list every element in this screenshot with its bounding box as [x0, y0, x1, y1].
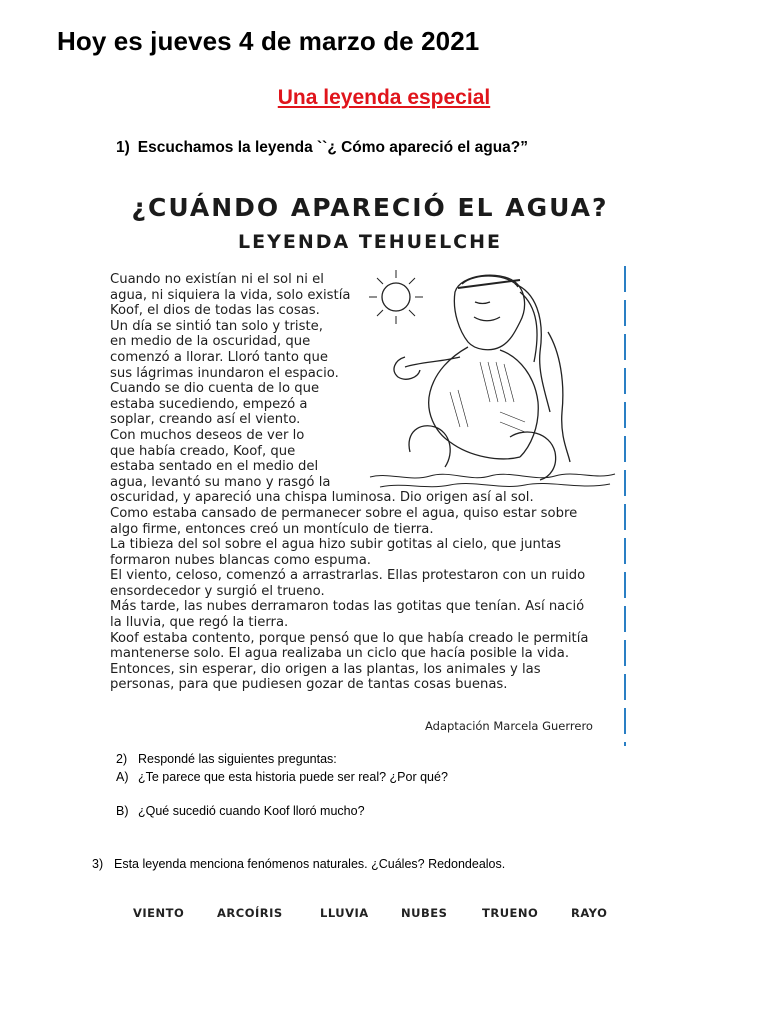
question-2a-label: A) [116, 770, 129, 784]
phenomena-word-list [0, 906, 768, 926]
legend-story-line: mantenerse solo. El agua realizaba un ciclo que hacía posible la vida. [110, 646, 570, 662]
question-3-text: Esta leyenda menciona fenómenos naturales. ¿Cuáles? Redondealos. [114, 857, 506, 871]
question-2-number: 2) [116, 752, 128, 766]
question-1-number: 1) [116, 139, 130, 156]
legend-story-line: que había creado, Koof, que [110, 443, 296, 459]
legend-story-line: La tibieza del sol sobre el agua hizo subir gotitas al cielo, que juntas [110, 537, 562, 553]
subtitle-container [0, 86, 768, 110]
legend-story-line: algo firme, entonces creó un montículo de tierra. [110, 521, 434, 537]
legend-story-line: Koof, el dios de todas las cosas. [110, 303, 320, 319]
question-1 [116, 139, 528, 157]
legend-story-line: soplar, creando así el viento. [110, 412, 301, 428]
legend-story-line: Cuando no existían ni el sol ni el [110, 272, 324, 287]
legend-story-line: en medio de la oscuridad, que [110, 334, 311, 350]
question-2a-text: ¿Te parece que esta historia puede ser real? ¿Por qué? [138, 770, 448, 784]
legend-story-line: Más tarde, las nubes derramaron todas las gotitas que tenían. Así nació [110, 599, 585, 615]
subtitle: Una leyenda especial [277, 86, 491, 109]
legend-story-line: agua, levantó su mano y rasgó la [110, 474, 331, 490]
word-option[interactable]: VIENTO [133, 906, 185, 920]
legend-story-line: Como estaba cansado de permanecer sobre el agua, quiso estar sobre [110, 505, 578, 521]
legend-credit: Adaptación Marcela Guerrero [425, 719, 593, 733]
word-option[interactable]: LLUVIA [320, 906, 369, 920]
legend-story-line: ensordecedor y surgió el trueno. [110, 583, 325, 599]
question-3-number: 3) [92, 857, 104, 871]
legend-story-line: estaba sucediendo, empezó a [110, 396, 308, 412]
question-2-heading [116, 750, 448, 768]
word-option[interactable]: NUBES [401, 906, 448, 920]
question-2b [116, 802, 448, 820]
question-2a [116, 768, 448, 786]
question-2b-text: ¿Qué sucedió cuando Koof lloró mucho? [138, 804, 365, 818]
legend-story-line: comenzó a llorar. Lloró tanto que [110, 349, 328, 365]
legend-story-line: la lluvia, que regó la tierra. [110, 615, 289, 631]
question-1-text: Escuchamos la leyenda ``¿ Cómo apareció el agua?” [137, 139, 528, 156]
legend-title: ¿CUÁNDO APARECIÓ EL AGUA? [131, 193, 609, 222]
question-3 [92, 857, 505, 871]
word-option[interactable]: TRUENO [482, 906, 539, 920]
legend-story-line: Con muchos deseos de ver lo [110, 427, 305, 443]
legend-story-line: estaba sentado en el medio del [110, 459, 319, 475]
legend-story-line: Koof estaba contento, porque pensó que lo que había creado le permitía [110, 630, 589, 646]
word-option[interactable]: ARCOÍRIS [217, 906, 283, 920]
question-2 [116, 750, 448, 820]
legend-story [110, 272, 630, 693]
legend-story-line: personas, para que pudiesen gozar de tantas cosas buenas. [110, 677, 508, 693]
legend-story-line: Un día se sintió tan solo y triste, [110, 318, 323, 334]
legend-border-line [624, 266, 626, 746]
legend-story-line: Cuando se dio cuenta de lo que [110, 381, 320, 397]
word-option[interactable]: RAYO [571, 906, 608, 920]
legend-story-line: sus lágrimas inundaron el espacio. [110, 365, 339, 381]
legend-subtitle: LEYENDA TEHUELCHE [238, 231, 502, 253]
legend-story-line: El viento, celoso, comenzó a arrastrarlas. Ellas protestaron con un ruido [110, 568, 586, 584]
legend-story-line: agua, ni siquiera la vida, solo existía [110, 287, 351, 303]
date-title: Hoy es jueves 4 de marzo de 2021 [57, 26, 480, 56]
legend-story-line: Entonces, sin esperar, dio origen a las plantas, los animales y las [110, 661, 541, 677]
legend-story-line: oscuridad, y apareció una chispa luminosa. Dio origen así al sol. [110, 490, 534, 506]
question-2-text: Respondé las siguientes preguntas: [138, 752, 337, 766]
legend-story-line: formaron nubes blancas como espuma. [110, 552, 371, 568]
question-2b-label: B) [116, 804, 129, 818]
